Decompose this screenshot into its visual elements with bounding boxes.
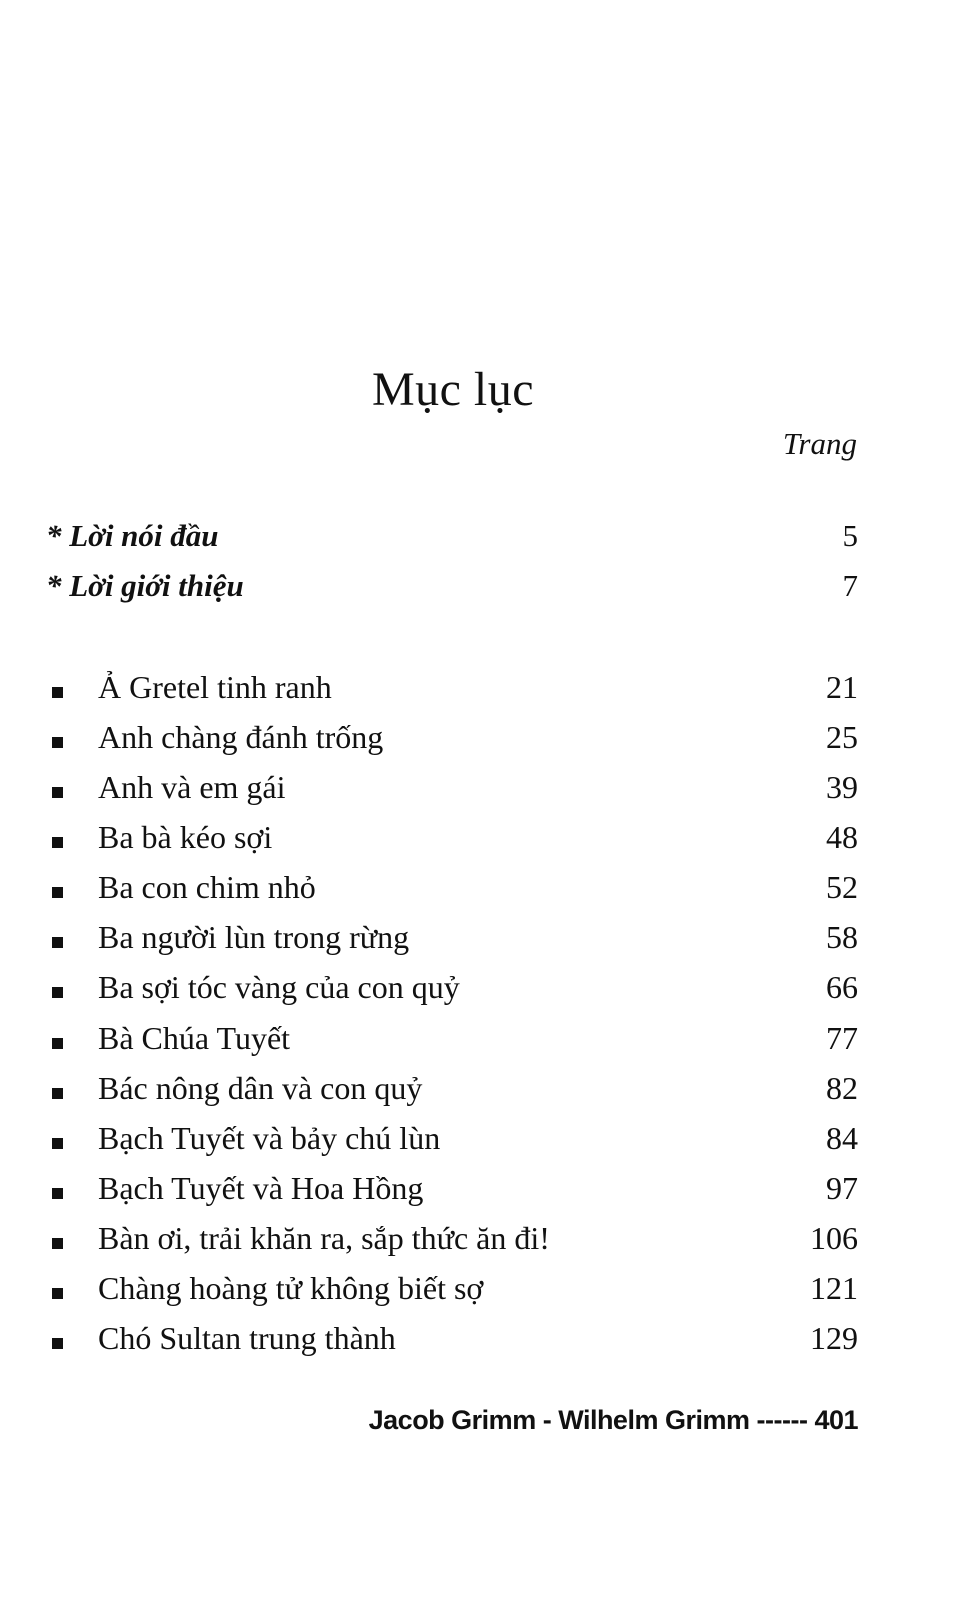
- bullet-square-icon: [52, 687, 63, 698]
- story-page-number: 48: [826, 819, 858, 855]
- story-title: Anh và em gái: [98, 769, 286, 805]
- story-entry: [48, 769, 858, 819]
- page-footer: Jacob Grimm - Wilhelm Grimm ------ 401: [368, 1405, 858, 1435]
- bullet-square-icon: [52, 1138, 63, 1149]
- story-entry: [48, 1220, 858, 1270]
- story-title: Chó Sultan trung thành: [98, 1320, 396, 1356]
- story-entry: [48, 919, 858, 969]
- page-title: Mục lục: [371, 363, 535, 416]
- story-page-number: 121: [810, 1270, 858, 1306]
- story-title: Bác nông dân và con quỷ: [98, 1070, 423, 1106]
- story-title: Chàng hoàng tử không biết sợ: [98, 1270, 484, 1306]
- story-page-number: 97: [826, 1170, 858, 1206]
- story-page-number: 106: [810, 1220, 858, 1256]
- bullet-square-icon: [52, 1238, 63, 1249]
- story-page-number: 39: [826, 769, 858, 805]
- story-entry: [48, 819, 858, 869]
- story-entry: [48, 1270, 858, 1320]
- story-page-number: 129: [810, 1320, 858, 1356]
- bullet-square-icon: [52, 987, 63, 998]
- story-title: Bạch Tuyết và Hoa Hồng: [98, 1170, 424, 1206]
- story-entry: [48, 669, 858, 719]
- story-page-number: 77: [826, 1020, 858, 1056]
- bullet-square-icon: [52, 1038, 63, 1049]
- bullet-square-icon: [52, 1088, 63, 1099]
- story-entry: [48, 1320, 858, 1370]
- bullet-square-icon: [52, 887, 63, 898]
- story-title: Bàn ơi, trải khăn ra, sắp thức ăn đi!: [98, 1220, 550, 1256]
- story-title: Bạch Tuyết và bảy chú lùn: [98, 1120, 441, 1156]
- bullet-square-icon: [52, 1188, 63, 1199]
- story-entry: [48, 969, 858, 1019]
- front-matter-entry: [46, 568, 858, 618]
- front-matter-entry: [46, 518, 858, 568]
- bullet-square-icon: [52, 1288, 63, 1299]
- page-column-header: Trang: [782, 426, 857, 461]
- entry-page-number: 7: [842, 568, 858, 603]
- story-entry: [48, 1020, 858, 1070]
- entry-label: * Lời nói đầu: [46, 518, 219, 553]
- bullet-square-icon: [52, 737, 63, 748]
- story-entry: [48, 1170, 858, 1220]
- entry-label: * Lời giới thiệu: [46, 568, 244, 603]
- story-entry: [48, 869, 858, 919]
- bullet-square-icon: [52, 837, 63, 848]
- story-title: Ả Gretel tinh ranh: [98, 669, 332, 705]
- story-page-number: 52: [826, 869, 858, 905]
- bullet-square-icon: [52, 937, 63, 948]
- story-page-number: 25: [826, 719, 858, 755]
- story-entry: [48, 719, 858, 769]
- story-page-number: 84: [826, 1120, 858, 1156]
- story-entry: [48, 1120, 858, 1170]
- bullet-square-icon: [52, 1338, 63, 1349]
- story-page-number: 21: [826, 669, 858, 705]
- story-page-number: 82: [826, 1070, 858, 1106]
- bullet-square-icon: [52, 787, 63, 798]
- entry-page-number: 5: [842, 518, 858, 553]
- story-title: Ba con chim nhỏ: [98, 869, 316, 905]
- story-entry: [48, 1070, 858, 1120]
- story-title: Anh chàng đánh trống: [98, 719, 384, 755]
- story-title: Ba bà kéo sợi: [98, 819, 273, 855]
- story-title: Ba sợi tóc vàng của con quỷ: [98, 969, 460, 1005]
- story-page-number: 58: [826, 919, 858, 955]
- story-title: Bà Chúa Tuyết: [98, 1020, 291, 1056]
- story-title: Ba người lùn trong rừng: [98, 919, 410, 955]
- story-page-number: 66: [826, 969, 858, 1005]
